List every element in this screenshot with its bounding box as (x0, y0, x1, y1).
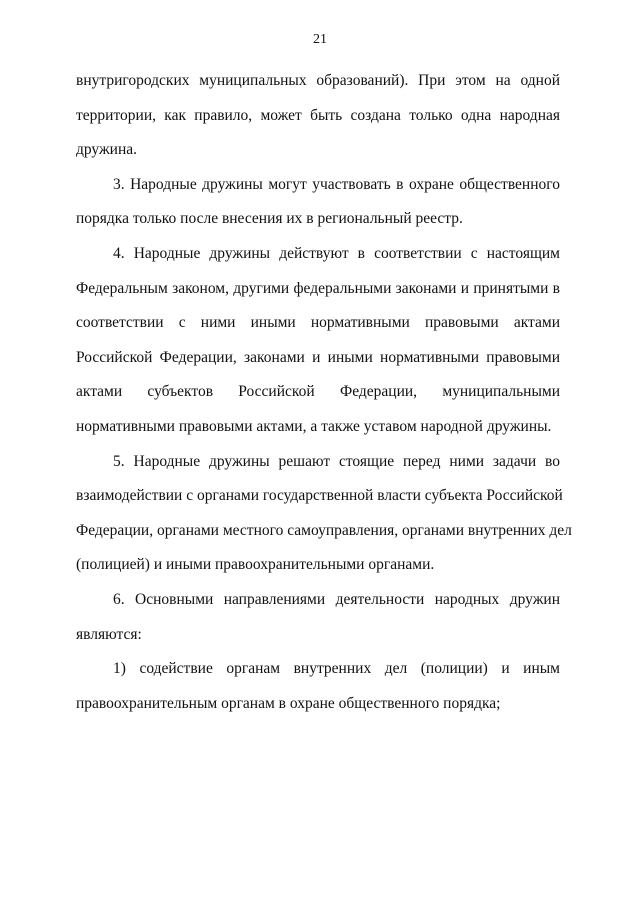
paragraph-4 (76, 237, 560, 445)
text-line: являются: (76, 625, 142, 643)
paragraph-continuation (76, 64, 560, 168)
text-line: 3. Народные дружины могут участвовать в охране общественного (113, 175, 560, 193)
text-line: (полицией) и иными правоохранительными органами. (76, 556, 435, 574)
text-line: Российской Федерации, законами и иными нормативными правовыми (76, 348, 560, 366)
text-line: территории, как правило, может быть создана только одна народная (76, 106, 560, 124)
text-line: 1) содействие органам внутренних дел (полиции) и иным (113, 660, 560, 678)
text-line: порядка только после внесения их в региональный реестр. (76, 210, 463, 228)
text-line: 6. Основными направлениями деятельности народных дружин (113, 590, 560, 608)
text-line: нормативными правовыми актами, а также уставом народной дружины. (76, 417, 552, 435)
text-line: 4. Народные дружины действуют в соответствии с настоящим (113, 244, 560, 262)
paragraph-6 (76, 583, 560, 652)
text-line: взаимодействии с органами государственной власти субъекта Российской (76, 487, 563, 505)
text-line: Федерации, органами местного самоуправления, органами внутренних дел (76, 521, 572, 539)
paragraph-5 (76, 445, 572, 583)
list-item-1 (76, 652, 560, 721)
paragraph-3 (76, 168, 560, 237)
document-body (76, 64, 572, 721)
text-line: внутригородских муниципальных образований). При этом на одной (76, 72, 560, 89)
text-line: 5. Народные дружины решают стоящие перед ними задачи во (113, 452, 560, 470)
text-line: дружина. (76, 141, 138, 159)
text-line: актами субъектов Российской Федерации, муниципальными (76, 383, 560, 401)
page-number: 21 (313, 32, 327, 47)
text-line: правоохранительным органам в охране общественного порядка; (76, 694, 501, 712)
text-line: соответствии с ними иными нормативными правовыми актами (76, 314, 560, 332)
text-line: Федеральным законом, другими федеральными законами и принятыми в (76, 279, 560, 297)
